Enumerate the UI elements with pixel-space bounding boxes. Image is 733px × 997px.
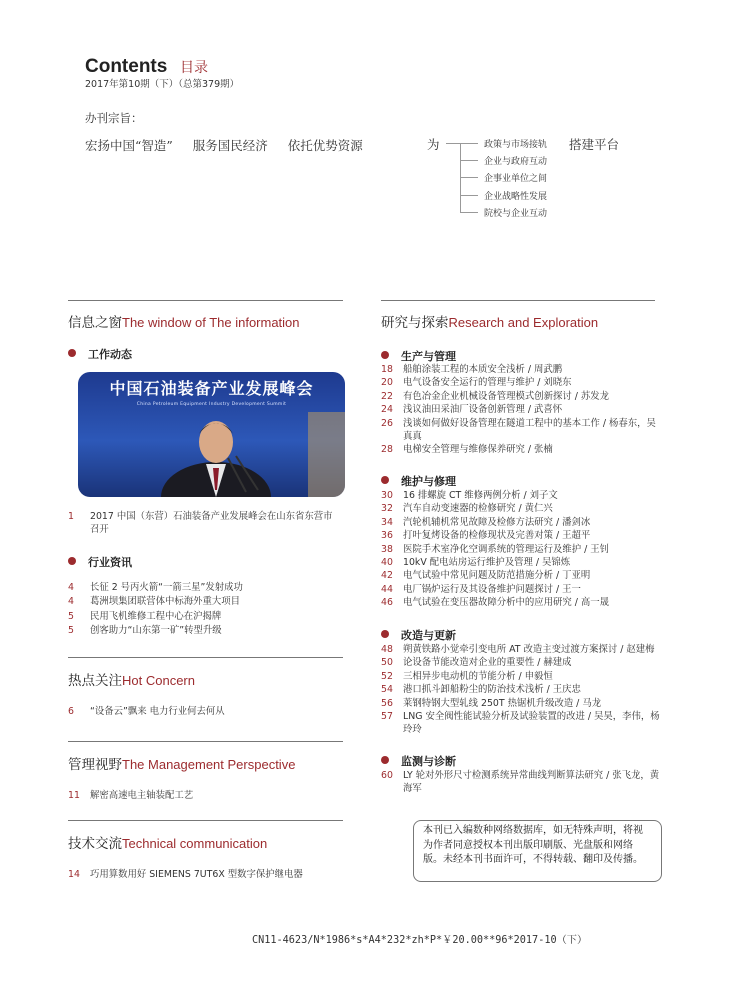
list-item[interactable] [381, 769, 663, 796]
item-text: 电梯安全管理与维修保养研究 / 张楠 [403, 444, 553, 456]
photo-banner-subtext: China Petroleum Equipment Industry Development Summit [136, 402, 287, 407]
item-text: 16 排螺旋 CT 维修两例分析 / 刘子文 [403, 490, 558, 501]
item-text: 创客助力“山东第一矿”转型升级 [90, 625, 222, 637]
page-number: 38 [381, 543, 393, 555]
page-number: 50 [381, 657, 393, 669]
page-number: 52 [381, 670, 393, 682]
subsection-heading: 监测与诊断 [401, 755, 456, 768]
subsection-production [381, 348, 456, 364]
section-title-cn: 信息之窗 [68, 315, 122, 331]
section-title-info [68, 311, 300, 331]
item-text: 2017 中国（东营）石油装备产业发展峰会在山东省东营市召开 [90, 511, 333, 536]
page-number: 34 [381, 516, 393, 528]
page-number: 4 [68, 582, 74, 593]
subsection-heading: 行业资讯 [88, 556, 132, 569]
bullet-dot [381, 756, 389, 764]
subsection-maintenance [381, 473, 456, 489]
item-text: LY 轮对外形尺寸检测系统异常曲线判断算法研究 / 张飞龙，黄海军 [403, 770, 660, 795]
list-item[interactable] [68, 581, 343, 594]
list-item[interactable] [68, 789, 343, 802]
page-number: 46 [381, 597, 393, 609]
section-title-en: The Management Perspective [122, 757, 296, 772]
bullet-dot [381, 476, 389, 484]
improvement-list [381, 643, 663, 737]
section-title-en: Technical communication [122, 836, 268, 851]
list-item[interactable] [381, 443, 663, 456]
item-text: “设备云”飘来 电力行业何去何从 [90, 706, 225, 717]
contents-title-en: Contents [85, 56, 168, 77]
page-number: 44 [381, 583, 393, 595]
bullet-dot [381, 351, 389, 359]
page-number: 36 [381, 530, 393, 542]
branch-tick [460, 160, 478, 161]
list-item[interactable] [381, 502, 663, 515]
branch-tick [460, 212, 478, 213]
list-item[interactable] [68, 868, 343, 881]
list-item[interactable] [381, 670, 663, 683]
page-number: 11 [68, 790, 80, 801]
mission-heading: 办刊宗旨： [85, 111, 143, 125]
subsection-heading: 工作动态 [88, 348, 132, 361]
mission-phrase-3: 依托优势资源 [287, 138, 363, 153]
page-number: 54 [381, 684, 393, 696]
production-list [381, 363, 663, 457]
copyright-notice: 本刊已入编数种网络数据库，如无特殊声明，将视为作者同意授权本刊出版印刷版、光盘版和网络版。未经本刊书面许可，不得转载、翻印及传播。 [413, 820, 662, 882]
page-number: 40 [381, 557, 393, 569]
section-divider [381, 300, 655, 301]
section-divider [68, 741, 343, 742]
list-item[interactable] [381, 656, 663, 669]
speaker-figure [78, 372, 345, 497]
list-item[interactable] [381, 376, 663, 389]
list-item[interactable] [381, 516, 663, 529]
page-number: 60 [381, 770, 393, 781]
list-item[interactable] [381, 710, 663, 737]
section-title-cn: 技术交流 [68, 836, 122, 852]
list-item[interactable] [381, 583, 663, 596]
item-text: 电气试验中常见问题及防范措施分析 / 丁亚明 [403, 570, 591, 582]
mission-statement [85, 136, 363, 154]
section-title-management [68, 753, 295, 773]
management-list [68, 789, 343, 802]
maintenance-list [381, 489, 663, 610]
item-text: 10kV 配电站房运行维护及管理 / 吴锦炼 [403, 557, 571, 569]
subsection-work [68, 346, 132, 362]
issue-info: 2017年第10期（下）（总第379期） [85, 79, 240, 90]
item-text: 打叶复烤设备的检修现状及完善对策 / 王超平 [403, 530, 591, 542]
item-text: 朔黄铁路小觉牵引变电所 AT 改造主变过渡方案探讨 / 赵建梅 [403, 644, 655, 655]
section-title-en: Research and Exploration [448, 315, 599, 330]
section-title-tech [68, 832, 267, 852]
item-text: 三相异步电动机的节能分析 / 申毅恒 [403, 670, 553, 682]
item-text: 汽车自动变速器的检修研究 / 黄仁兴 [403, 503, 553, 515]
page-number: 14 [68, 869, 80, 880]
page-number: 6 [68, 706, 74, 717]
section-title-hot [68, 669, 195, 689]
list-item[interactable] [68, 610, 343, 623]
item-text: 巧用算数用好 SIEMENS 7UT6X 型数字保护继电器 [90, 869, 303, 880]
page-number: 22 [381, 390, 393, 402]
list-item[interactable] [68, 624, 343, 637]
page-number: 4 [68, 596, 74, 608]
subsection-industry [68, 554, 132, 570]
bullet-dot [68, 557, 76, 565]
branch-item: 院校与企业互动 [484, 209, 548, 219]
list-item[interactable] [381, 403, 663, 416]
subsection-monitoring [381, 753, 456, 769]
branch-item: 政策与市场接轨 [484, 140, 548, 150]
subsection-heading: 生产与管理 [401, 350, 456, 363]
mission-platform: 搭建平台 [569, 137, 620, 152]
subsection-improvement [381, 627, 456, 643]
list-item[interactable] [381, 556, 663, 569]
section-divider [68, 300, 343, 301]
branch-tick [460, 177, 478, 178]
list-item[interactable] [381, 363, 663, 376]
page-number: 5 [68, 625, 74, 637]
list-item[interactable] [381, 529, 663, 542]
branch-item: 企业战略性发展 [484, 192, 548, 202]
work-news-list [68, 510, 338, 537]
list-item[interactable] [381, 643, 663, 656]
page-number: 32 [381, 503, 393, 515]
section-title-en: The window of The information [122, 315, 300, 330]
industry-news-list [68, 581, 343, 638]
section-title-cn: 热点关注 [68, 673, 122, 689]
list-item[interactable] [381, 683, 663, 696]
section-title-en: Hot Concern [122, 673, 195, 688]
item-text: 长征 2 号丙火箭“一箭三星”发射成功 [90, 582, 243, 593]
item-text: 葛洲坝集团联营体中标海外重大项目 [90, 596, 241, 608]
item-text: 浅议油田采油厂设备创新管理 / 武喜怀 [403, 404, 563, 416]
item-text: 船舶涂装工程的本质安全浅析 / 周武鹏 [403, 364, 563, 375]
publication-code: CN11-4623/N*1986*s*A4*232*zh*P*￥20.00**96*2017-10（下） [252, 935, 588, 946]
item-text: 有色冶金企业机械设备管理模式创新探讨 / 苏发龙 [403, 390, 609, 402]
list-item[interactable] [381, 390, 663, 403]
page-number: 28 [381, 444, 393, 456]
item-text: 解密高速电主轴装配工艺 [90, 790, 194, 801]
page-number: 56 [381, 697, 393, 709]
branch-tick [460, 143, 478, 144]
hot-list [68, 705, 343, 718]
branch-connector [446, 143, 460, 144]
tech-list [68, 868, 343, 881]
page-number: 1 [68, 511, 74, 522]
bullet-dot [381, 630, 389, 638]
section-title-cn: 管理视野 [68, 757, 122, 773]
mission-wei: 为 [427, 137, 440, 152]
photo-banner-text: 中国石油装备产业发展峰会 [109, 379, 314, 398]
page-number: 48 [381, 644, 393, 655]
mission-phrase-2: 服务国民经济 [192, 138, 268, 153]
item-text: 电气设备安全运行的管理与维护 / 刘晓东 [403, 377, 572, 389]
list-item[interactable] [381, 417, 663, 444]
subsection-heading: 维护与修理 [401, 475, 456, 488]
list-item[interactable] [68, 510, 338, 537]
page-number: 5 [68, 610, 74, 622]
section-divider [68, 657, 343, 658]
section-title-cn: 研究与探索 [381, 315, 449, 331]
summit-photo [78, 372, 345, 497]
mission-phrase-1: 宏扬中国“智造” [85, 138, 173, 153]
section-divider [68, 820, 343, 821]
list-item[interactable] [381, 596, 663, 609]
subsection-heading: 改造与更新 [401, 629, 456, 642]
item-text: 港口抓斗卸船粉尘的防治技术浅析 / 王庆忠 [403, 684, 581, 696]
list-item[interactable] [381, 697, 663, 710]
list-item[interactable] [68, 705, 343, 718]
page-number: 20 [381, 377, 393, 389]
contents-title-cn: 目录 [180, 60, 208, 76]
page-number: 24 [381, 404, 393, 416]
page-number: 26 [381, 417, 393, 429]
item-text: 论设备节能改造对企业的重要性 / 赫建成 [403, 657, 572, 669]
section-title-research [381, 311, 598, 331]
item-text: 浅谈如何做好设备管理在隧道工程中的基本工作 / 杨春东，吴真真 [403, 417, 656, 443]
list-item[interactable] [381, 489, 663, 502]
list-item[interactable] [381, 543, 663, 556]
list-item[interactable] [381, 569, 663, 582]
item-text: 电厂锅炉运行及其设备维护问题探讨 / 王一 [403, 583, 581, 595]
item-text: 医院手术室净化空调系统的管理运行及维护 / 王钊 [403, 543, 609, 555]
page-number: 18 [381, 364, 393, 375]
page-number: 57 [381, 711, 393, 723]
bullet-dot [68, 349, 76, 357]
list-item[interactable] [68, 595, 343, 608]
page-number: 42 [381, 570, 393, 582]
branch-item: 企事业单位之间 [484, 174, 548, 184]
page-number: 30 [381, 490, 393, 501]
monitoring-list [381, 769, 663, 796]
branch-item: 企业与政府互动 [484, 157, 548, 167]
item-text: 莱钢特钢大型轧线 250T 热锯机升级改造 / 马龙 [403, 697, 602, 709]
branch-tick [460, 195, 478, 196]
item-text: 电气试验在变压器故障分析中的应用研究 / 高一晟 [403, 597, 609, 609]
item-text: 汽轮机辅机常见故障及检修方法研究 / 潘剑冰 [403, 516, 591, 528]
item-text: LNG 安全阀性能试验分析及试验装置的改进 / 吴昊，李伟，杨玲玲 [403, 711, 660, 736]
item-text: 民用飞机维修工程中心在沪揭牌 [90, 610, 222, 622]
